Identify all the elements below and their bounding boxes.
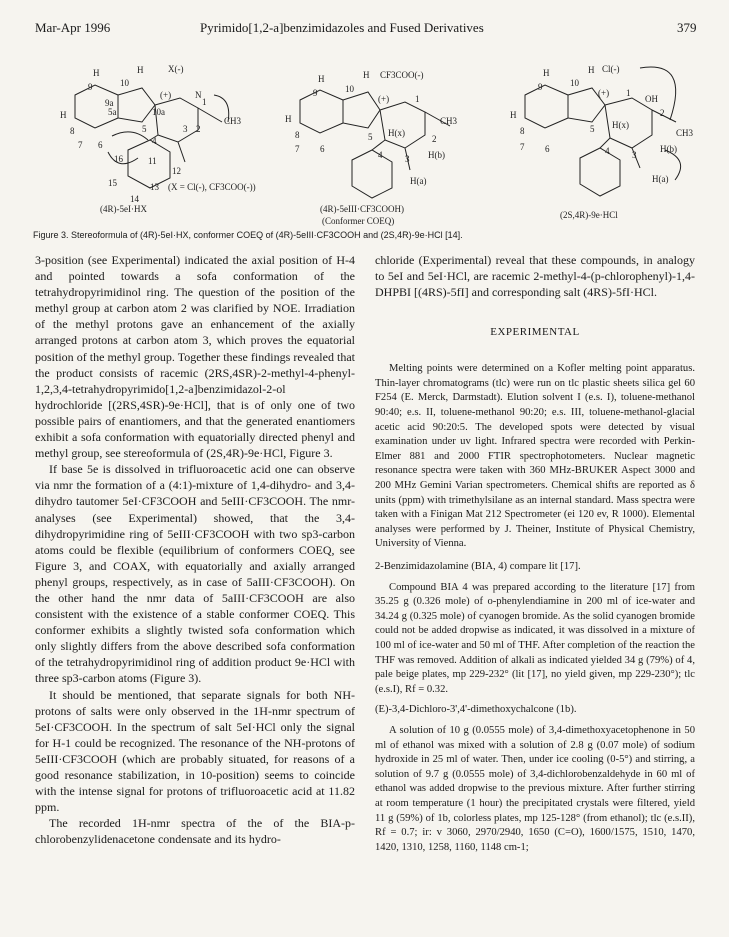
stereoformula-figure [0,40,729,228]
atom-number: 6 [320,144,325,154]
atom-number: 7 [78,140,83,150]
structure-label: (4R)-5eIII·CF3COOH) [320,204,404,214]
atom-number: 3 [405,154,410,164]
atom-label: H [137,65,144,75]
atom-number: 13 [150,182,159,192]
atom-number: 14 [130,194,139,204]
atom-number: 10 [570,78,579,88]
anion-label: X(-) [168,64,184,74]
atom-number: 8 [295,130,300,140]
atom-label: H(b) [660,144,677,154]
atom-label: H(b) [428,150,445,160]
paragraph: 3-position (see Experimental) indicated the axial position of H-4 and pointed towards a sofa conformation of the tetrahydropyrimidinol ring. The question of the position of the methyl group at carbon atom 2 was clarified by NOE. Irradiation of the methyl protons gave an enhancement of the axially arranged protons at carbon atom 3, which proves the equatorial position of the methyl group. Together these findings revealed that the product consists of racemic (2RS,4SR)-2-methyl-4-phenyl-1,2,3,4-tetrahydropyrimido[1,2-a]benzimidazol-2-ol hydrochloride [(2RS,4SR)-9e·HCl], that is of only one of two possible pairs of enantiomers, and that the generated enantiomers exhibit a sofa conformation with equatorially directed phenyl and methyl group, see stereoformula of (2S,4R)-9e·HCl, Figure 3. [35,253,355,461]
atom-label: H [285,114,292,124]
atom-label: H [60,110,67,120]
atom-number: 9 [538,82,543,92]
paragraph: chloride (Experimental) reveal that these compounds, in analogy to 5eI and 5eI·HCl, are racemic 2-methyl-4-(p-chlorophenyl)-1,4-DHPBI [(4RS)-5fI] and corresponding salt (4RS)-5fI·HCl. [375,253,695,300]
atom-label: N [195,90,202,100]
atom-label: H [588,65,595,75]
atom-number: 4 [378,150,383,160]
atom-number: 5 [590,124,595,134]
paragraph: The recorded 1H-nmr spectra of the of the BIA-p-chlorobenzylidenacetone condensate and its hydro- [35,816,355,847]
atom-number: 7 [520,142,525,152]
atom-number: 15 [108,178,117,188]
atom-number: 8 [520,126,525,136]
atom-number: 2 [196,124,201,134]
atom-number: 8 [70,126,75,136]
atom-number: 4 [605,146,610,156]
atom-label: H [363,70,370,80]
hydroxyl-label: OH [645,94,658,104]
atom-label: H(x) [388,128,405,138]
anion-label: Cl(-) [602,64,620,74]
structure-sublabel: (Conformer COEQ) [322,216,395,226]
figure-caption: Figure 3. Stereoformula of (4R)-5eI·HX, conformer COEQ of (4R)-5eIII·CF3COOH and (2S,4R)-9e·HCl [14]. [33,230,463,240]
atom-number: 7 [295,144,300,154]
structure-label: (4R)-5eI·HX [100,204,147,214]
atom-number: 16 [114,154,123,164]
atom-number: 10 [120,78,129,88]
compound-paragraph: A solution of 10 g (0.0555 mole) of 3,4-dimethoxyacetophenone in 50 ml of ethanol was mixed with a solution of 2.8 g (0.07 mole) of sodium hydroxide in 25 ml of water. Then, under ice cooling (0-5°) and stirring, a solution of 9.7 g (0.0555 mole) of 3,4-dichlorobenzaldehyde in 60 ml of ethanol was added dropwise to the previous mixture. After further stirring at room temperature (1 hour) the precipitated crystals were filtered, yield 11 g (59%) of 1b, colorless plates, mp 125-128° (from ethanol); tlc (e.s.II), Rf = 0.7; ir: v 3060, 2970/2940, 1650 (C=O), 1600/1575, 1510, 1470, 1420, 1310, 1258, 1160, 1148 cm-1; [375,724,695,853]
methyl-label: CH3 [440,116,458,126]
atom-label: H(x) [612,120,629,130]
atom-label: H [543,68,550,78]
anion-label: CF3COO(-) [380,70,424,80]
atom-label: H(a) [652,174,669,184]
methyl-label: CH3 [676,128,694,138]
atom-number: 9 [88,82,93,92]
atom-number: 10a [152,107,165,117]
atom-number: 6 [545,144,550,154]
atom-number: 5 [368,132,373,142]
atom-label: H [93,68,100,78]
atom-number: 1 [626,88,631,98]
atom-number: 2 [432,134,437,144]
charge-label: (+) [160,90,172,100]
atom-number: 2 [660,108,665,118]
compound-paragraph: Compound BIA 4 was prepared according to the literature [17] from 35.25 g (0.326 mole) of o-phenylendiamine in 200 ml of ice-water and 34.24 g (0.325 mole) of cyanogen bromide. As the solid cyanogen bromide could not be added dropwise as indicated, it was dissolved in a mixture of 100 ml of ice-water and 50 ml of THF. After completion of the reaction the THF was removed. Addition of alkali as indicated yielded 34 g (79%) of 4, pale beige plates, mp 229-232° (lit [17], no yield given, mp 229-230°); tlc (e.s.I), Rf = 0.32. [375,581,695,695]
atom-number: 1 [415,94,420,104]
methyl-label: CH3 [224,116,242,126]
compound-title: (E)-3,4-Dichloro-3',4'-dimethoxychalcone (1b). [375,704,577,716]
atom-number: 3 [183,124,188,134]
atom-number: 12 [172,166,181,176]
atom-number: 9a [105,98,114,108]
structure-label: (2S,4R)-9e·HCl [560,210,618,220]
atom-label: H [318,74,325,84]
atom-number: 1 [202,97,207,107]
left-column [35,252,355,847]
paragraph: If base 5e is dissolved in trifluoroacetic acid one can observe via nmr the formation of a (4:1)-mixture of 1,4-dihydro- and 3,4-dihydro tautomer 5eI·CF3COOH and 5eIII·CF3COOH. The nmr-analyses (see Experimental) showed, that the 3,4-dihydropyrimidine ring of 5eIII·CF3COOH with two sp3-carbon atoms could be flexible (equilibrium of conformers COEQ, see Figure 3, and COAX, with equatorially and axially arranged phenyl groups, respectively, as in case of 5aIII·CF3COOH). On the other hand the nmr data of 5aIII·CF3COOH are also consistent with the existence of a stable conformer COEQ. This conformer exhibits a slightly twisted sofa conformation which only slightly differs from the above described sofa conformation of the tetrahydropyrimidinol ring of addition product 9e·HCl with three sp3-carbon atoms (Figure 3). [35,462,355,686]
atom-number: 5a [108,107,117,117]
section-title: EXPERIMENTAL [490,326,580,339]
charge-label: (+) [598,88,610,98]
atom-number: 3 [632,150,637,160]
atom-number: 11 [148,156,157,166]
running-header-date: Mar-Apr 1996 [35,20,111,35]
charge-label: (+) [378,94,390,104]
counterion-note: (X = Cl(-), CF3COO(-)) [168,182,256,192]
atom-label: H(a) [410,176,427,186]
methods-paragraph: Melting points were determined on a Kofler melting point apparatus. Thin-layer chromatograms (tlc) were run on tlc plastic sheets silica gel 60 F254 (E. Merck, Darmstadt). Elution solvent I (e.s. I), toluene-methanol 90:40; e.s. II, toluene-methanol 90:20; e.s. III, toluene-methanol-glacial acetic acid 90:20:5. The developed spots were detected by visual examination under uv light. Infrared spectra were recorded with Perkin-Elmer 881 and 2000 FTIR spectrophotometers. Nuclear magnetic resonance spectra were taken with 360 MHz-BRUKER Aspect 3000 and 200 MHz Gemini Varian spectrometers. Chemical shifts are reported as δ units (ppm) with trimethylsilane as an internal standard. Mass spectra were taken with a Finigan Mat 212 Spectrometer (ei 120 ev, R 1000). Elemental analyses were performed by J. Theiner, Institute of Physical Chemistry, University of Vienna. [375,363,695,550]
paragraph: It should be mentioned, that separate signals for both NH-protons of salts were only observed in the 1H-nmr spectrum of 5eI·CF3COOH. In the spectrum of salt 5eI·HCl only the signal for H-1 could be recognized. The resonance of the NH-protons of 5eIII·CF3COOH (which are probably situated, for reasons of a good resonance stabilization, in 10-position) seems to coincide with the intense signal for protons of trifluoroacetic acid at 11.82 ppm. [35,687,355,815]
atom-number: 5 [142,124,147,134]
atom-number: 9 [313,88,318,98]
page-number: 379 [677,20,697,35]
running-header-title: Pyrimido[1,2-a]benzimidazoles and Fused Derivatives [200,20,484,35]
compound-title: 2-Benzimidazolamine (BIA, 4) compare lit [17]. [375,561,581,572]
atom-label: H [510,110,517,120]
right-column [375,252,695,855]
atom-number: 4 [152,136,157,146]
atom-number: 10 [345,84,354,94]
atom-number: 6 [98,140,103,150]
